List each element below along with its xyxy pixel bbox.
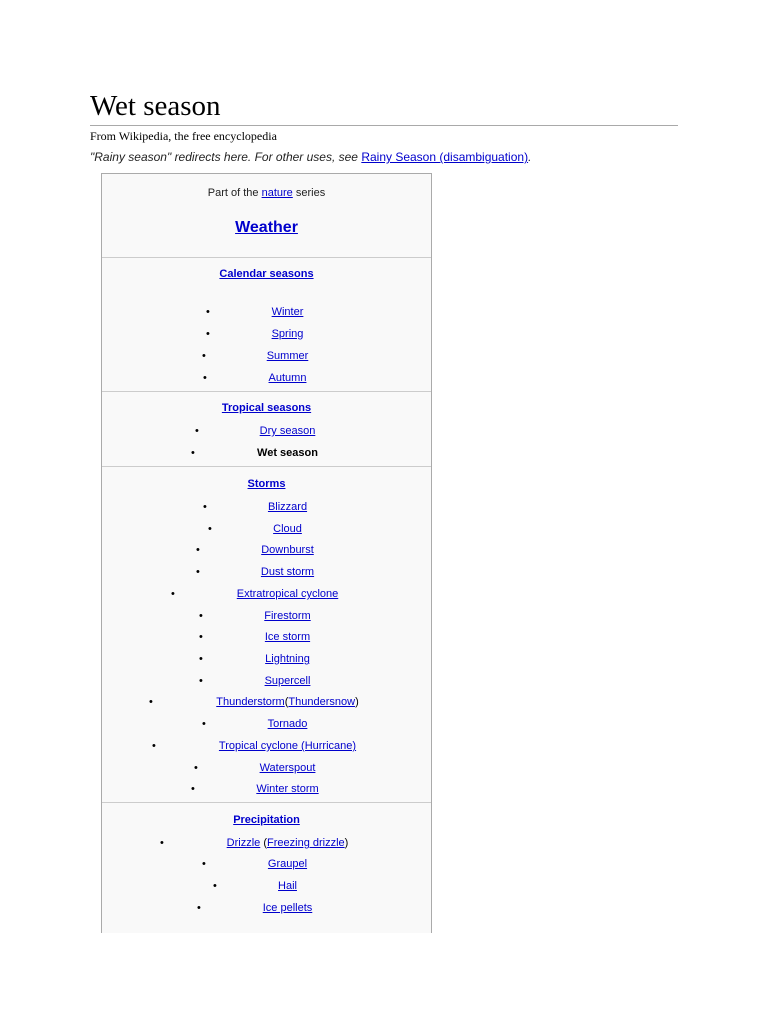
bullet-icon: • (197, 902, 201, 914)
storms-link[interactable]: Storms (247, 478, 286, 490)
list-item (102, 446, 431, 460)
tropical-seasons-link[interactable]: Tropical seasons (221, 402, 312, 414)
supercell-link[interactable]: Supercell (264, 675, 311, 687)
paren-open: ( (260, 837, 268, 849)
extratropical-cyclone-link[interactable]: Extratropical cyclone (236, 588, 339, 600)
weather-navbox (101, 173, 432, 933)
list-item (102, 761, 431, 775)
list-item (102, 424, 431, 438)
waterspout-link[interactable]: Waterspout (259, 762, 316, 774)
dust-storm-link[interactable]: Dust storm (260, 566, 315, 578)
list-item (102, 674, 431, 688)
title-divider (90, 125, 678, 126)
navbox-title (102, 218, 431, 238)
list-item (102, 587, 431, 601)
autumn-link[interactable]: Autumn (268, 372, 307, 384)
graupel-link[interactable]: Graupel (267, 858, 308, 870)
series-suffix: series (292, 187, 326, 199)
list-item (102, 327, 431, 341)
bullet-icon: • (206, 328, 210, 340)
list-item (102, 652, 431, 666)
bullet-icon: • (152, 740, 156, 752)
cloud-link[interactable]: Cloud (273, 523, 302, 535)
group-title-storms (102, 477, 431, 491)
wet-season-current: Wet season (257, 447, 318, 459)
drizzle-link[interactable]: Drizzle (226, 837, 261, 849)
bullet-icon: • (160, 837, 164, 849)
list-item (102, 500, 431, 514)
section-divider (102, 466, 431, 467)
list-item (102, 371, 431, 385)
bullet-icon: • (206, 306, 210, 318)
nature-link[interactable]: nature (261, 187, 293, 199)
tropical-cyclone-link[interactable]: Tropical cyclone (Hurricane) (218, 740, 357, 752)
spring-link[interactable]: Spring (271, 328, 304, 340)
summer-link[interactable]: Summer (266, 350, 309, 362)
list-item (102, 739, 431, 753)
bullet-icon: • (194, 762, 198, 774)
list-item (102, 901, 431, 915)
thunderstorm-link[interactable]: Thunderstorm (216, 696, 285, 708)
tornado-link[interactable]: Tornado (267, 718, 308, 730)
firestorm-link[interactable]: Firestorm (264, 610, 311, 622)
bullet-icon: • (203, 372, 207, 384)
list-item (102, 609, 431, 623)
series-line (102, 186, 431, 200)
calendar-seasons-link[interactable]: Calendar seasons (219, 268, 314, 280)
site-tagline: From Wikipedia, the free encyclopedia (90, 129, 277, 143)
disambiguation-link[interactable]: Rainy Season (disambiguation) (361, 150, 529, 164)
list-item (102, 543, 431, 557)
bullet-icon: • (191, 447, 195, 459)
hatnote-suffix: . (528, 150, 532, 164)
bullet-icon: • (208, 523, 212, 535)
bullet-icon: • (199, 631, 203, 643)
precipitation-link[interactable]: Precipitation (233, 814, 300, 826)
bullet-icon: • (171, 588, 175, 600)
bullet-icon: • (191, 783, 195, 795)
dry-season-link[interactable]: Dry season (259, 425, 316, 437)
list-item (102, 717, 431, 731)
list-item (102, 857, 431, 871)
bullet-icon: • (203, 501, 207, 513)
lightning-link[interactable]: Lightning (265, 653, 310, 665)
bullet-icon: • (196, 544, 200, 556)
group-title-calendar-seasons (102, 267, 431, 281)
list-item (102, 836, 431, 850)
bullet-icon: • (195, 425, 199, 437)
bullet-icon: • (196, 566, 200, 578)
bullet-icon: • (199, 653, 203, 665)
bullet-icon: • (199, 610, 203, 622)
page-title: Wet season (90, 90, 221, 122)
downburst-link[interactable]: Downburst (261, 544, 314, 556)
weather-link[interactable]: Weather (235, 219, 298, 236)
list-item (102, 782, 431, 796)
group-title-precipitation (102, 813, 431, 827)
hatnote (90, 149, 531, 165)
list-item (102, 305, 431, 319)
freezing-drizzle-link[interactable]: Freezing drizzle (267, 837, 345, 849)
paren-close: ) (344, 837, 349, 849)
section-divider (102, 802, 431, 803)
thundersnow-link[interactable]: Thundersnow (288, 696, 356, 708)
ice-storm-link[interactable]: Ice storm (264, 631, 311, 643)
list-item (102, 522, 431, 536)
paren-close: ) (355, 696, 359, 708)
winter-link[interactable]: Winter (271, 306, 304, 318)
list-item (102, 630, 431, 644)
bullet-icon: • (149, 696, 153, 708)
list-item (102, 695, 431, 709)
list-item (102, 565, 431, 579)
bullet-icon: • (199, 675, 203, 687)
list-item (102, 879, 431, 893)
winter-storm-link[interactable]: Winter storm (256, 783, 319, 795)
section-divider (102, 257, 431, 258)
series-prefix: Part of the (207, 187, 262, 199)
bullet-icon: • (202, 350, 206, 362)
blizzard-link[interactable]: Blizzard (267, 501, 308, 513)
paren-open: ( (284, 696, 289, 708)
bullet-icon: • (202, 858, 206, 870)
section-divider (102, 391, 431, 392)
bullet-icon: • (202, 718, 206, 730)
group-title-tropical-seasons (102, 401, 431, 415)
list-item (102, 349, 431, 363)
hail-link[interactable]: Hail (278, 880, 297, 892)
bullet-icon: • (213, 880, 217, 892)
ice-pellets-link[interactable]: Ice pellets (262, 902, 313, 914)
hatnote-prefix: "Rainy season" redirects here. For other uses, see (90, 150, 362, 164)
